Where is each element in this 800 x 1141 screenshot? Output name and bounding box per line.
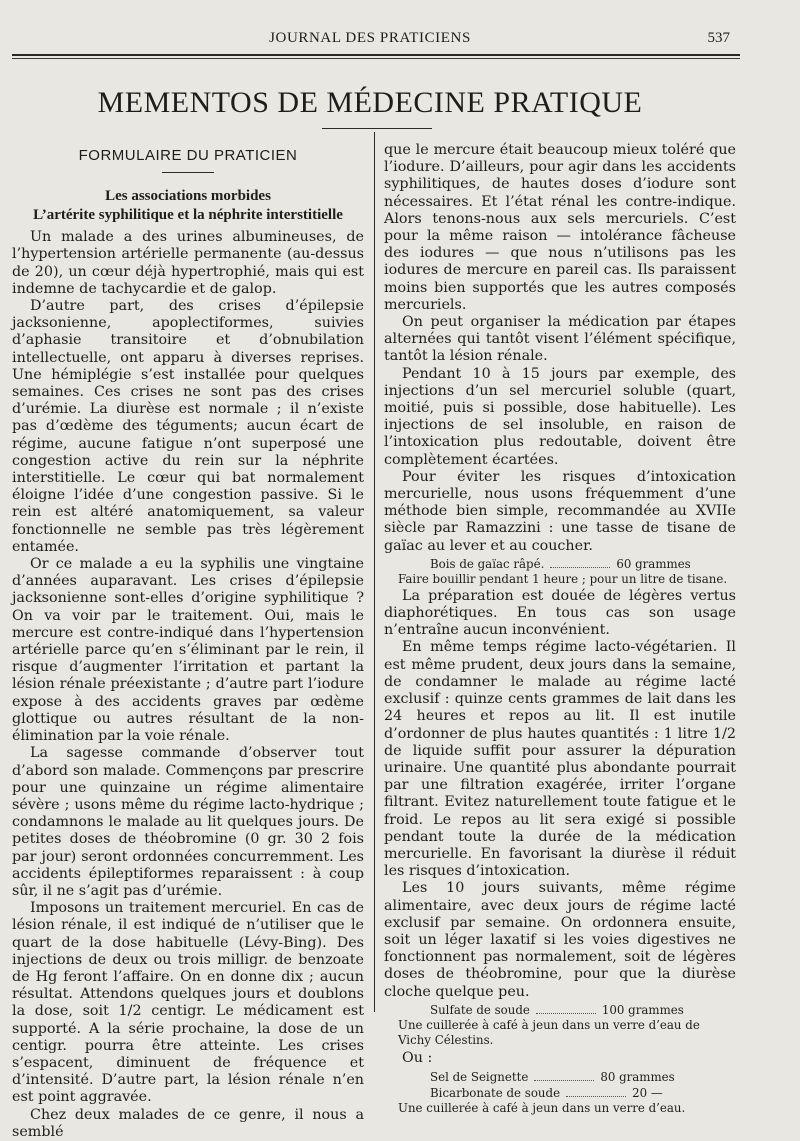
prescription-quantity: 80 grammes	[600, 1069, 675, 1084]
section-rule	[162, 172, 214, 173]
leader-dots	[550, 556, 610, 568]
prescription-line	[384, 1002, 736, 1018]
leader-dots	[534, 1069, 594, 1081]
header-rule	[12, 54, 740, 56]
column-divider	[374, 132, 375, 1012]
prescription-quantity: 20 —	[632, 1085, 663, 1100]
running-head	[0, 30, 800, 50]
paragraph: que le mercure était beaucoup mieux toléré que l’iodure. D’ailleurs, pour agir dans les accidents syphilitiques, de hautes doses d’iodure sont nécessaires. Et l’état rénal les contre-indique. Alors tenons-nous aux sels mercuriels. C’est pour la même raison — intolérance fâcheuse des iodures — que nous n’utilisons pas les iodures de mercure en pareil cas. Ils paraissent moins bien supportés que les autres composés mercuriels.	[384, 142, 736, 313]
paragraph: Pendant 10 à 15 jours par exemple, des injections d’un sel mercuriel soluble (quart, moitié, puis si possible, dose habituelle). Les injections de sel insoluble, en raison de l’intoxication plus redoutable, doivent être complètement écartées.	[384, 365, 736, 468]
paragraph: Un malade a des urines albumineuses, de l’hypertension artérielle permanente (au-dessus de 20), un cœur déjà hypertrophié, mais qui est indemne de tachycardie et de galop.	[12, 229, 364, 297]
right-column	[384, 142, 736, 1117]
journal-title: JOURNAL DES PRATICIENS	[269, 30, 471, 46]
prescription-gaiac	[384, 556, 736, 587]
prescription-item: Bicarbonate de soude	[430, 1085, 561, 1100]
alternative-label: Ou :	[402, 1049, 433, 1066]
paragraph: La préparation est douée de légères vertus diaphorétiques. En tous cas son usage n’entraîne aucun inconvénient.	[384, 587, 736, 639]
title-rule	[322, 128, 432, 129]
left-column	[12, 147, 364, 1141]
prescription-note: Une cuillerée à café à jeun dans un verre d’eau.	[398, 1100, 686, 1115]
subhead-associations: Les associations morbides	[105, 188, 271, 205]
leader-dots	[536, 1002, 596, 1014]
prescription-item: Sulfate de soude	[430, 1002, 530, 1017]
prescription-item: Sel de Seignette	[430, 1069, 529, 1084]
prescription-note: Faire bouillir pendant 1 heure ; pour un litre de tisane.	[398, 571, 728, 586]
paragraph: Pour éviter les risques d’intoxication mercurielle, nous usons fréquemment d’une méthode bien simple, recommandée au XVIIe siècle par Ramazzini : une tasse de tisane de gaïac au lever et au coucher.	[384, 468, 736, 554]
header-rule-thin	[12, 58, 740, 59]
paragraph: D’autre part, des crises d’épilepsie jacksonienne, apoplectiformes, suivies d’aphasie transitoire et d’obnubilation intellectuelle, ont apparu à diverses reprises. Une hémiplégie s’est installée pour quelques semaines. Ces crises ne sont pas des crises d’urémie. La diurèse est normale ; il n’existe pas d’œdème des téguments; aucun écart de régime, aucune fatigue n’ont superposé une congestion active du rein sur la néphrite interstitielle. Le cœur qui bat normalement éloigne l’idée d’une congestion passive. Si le rein est altéré anatomiquement, sa valeur fonctionnelle ne semble pas très légèrement entamée.	[12, 298, 364, 555]
prescription-line	[384, 1085, 736, 1101]
page-number: 537	[707, 30, 730, 46]
prescription-quantity: 60 grammes	[616, 556, 691, 571]
paragraph: On peut organiser la médication par étapes alternées qui tantôt visent l’élément spécifique, tantôt la lésion rénale.	[384, 314, 736, 365]
subhead-arterite: L’artérite syphilitique et la néphrite interstitielle	[33, 207, 343, 224]
prescription-line	[384, 1069, 736, 1085]
paragraph: Les 10 jours suivants, même régime alimentaire, avec deux jours de régime lacté exclusif par semaine. On ordonnera ensuite, soit un léger laxatif si les voies digestives ne fonctionnent pas normalement, soit de légères doses de théobromine, pour que la diurèse cloche quelque peu.	[384, 880, 736, 1000]
prescription-line	[384, 556, 736, 572]
paragraph: En même temps régime lacto-végétarien. Il est même prudent, deux jours dans la semaine, de condamner le malade au régime lacté exclusif : quinze cents grammes de lait dans les 24 heures et repos au lit. Il est inutile d’ordonner de plus hautes quantités : 1 litre 1/2 de liquide suffit pour assurer la dépuration urinaire. Une quantité plus abondante pourrait par une filtration exagérée, irriter l’organe filtrant. Evitez naturellement toute fatigue et le froid. Le repos au lit sera exigé si possible pendant toute la durée de la médication mercurielle. En favorisant la diurèse il réduit les risques d’intoxication.	[384, 639, 736, 880]
prescription-seignette	[384, 1069, 736, 1116]
paragraph: Imposons un traitement mercuriel. En cas de lésion rénale, il est indiqué de n’utiliser que le quart de la dose habituelle (Lévy-Bing). Des injections de deux ou trois milligr. de benzoate de Hg feront l’affaire. On en donne dix ; aucun résultat. Attendons quelques jours et doublons la dose, soit 1/2 centigr. Le médicament est supporté. A la série prochaine, la dose de un centigr. pourra être atteinte. Les crises s’espacent, diminuent de fréquence et d’intensité. D’autre part, la lésion rénale n’en est point aggravée.	[12, 900, 364, 1106]
main-title: MEMENTOS DE MÉDECINE PRATIQUE	[97, 86, 643, 119]
paragraph: Or ce malade a eu la syphilis une vingtaine d’années auparavant. Les crises d’épilepsie jacksonienne sont-elles d’origine syphilitique ? On va voir par le traitement. Oui, mais le mercure est contre-indiqué dans l’hypertension artérielle parce qu’en s’éliminant par le rein, il risque d’augmenter l’irritation et partant la lésion rénale préexistante ; d’autre part l’iodure expose à des accidents graves par œdème glottique ou autres résultant de la non-élimination par la voie rénale.	[12, 556, 364, 745]
leader-dots	[566, 1085, 626, 1097]
paragraph: La sagesse commande d’observer tout d’abord son malade. Commençons par prescrire pour une quinzaine un régime alimentaire sévère ; usons même du régime lacto-hydrique ; condamnons le malade au lit quelques jours. De petites doses de théobromine (0 gr. 30 2 fois par jour) seront ordonnées concurremment. Les accidents épileptiformes reparaissent : à coup sûr, il ne s’agit pas d’urémie.	[12, 745, 364, 899]
prescription-sulfate	[384, 1002, 736, 1048]
section-title: FORMULAIRE DU PRATICIEN	[78, 147, 298, 164]
prescription-item: Bois de gaïac râpé.	[430, 556, 545, 571]
prescription-note: Une cuillerée à café à jeun dans un verre d’eau de Vichy Célestins.	[398, 1017, 700, 1047]
prescription-quantity: 100 grammes	[601, 1002, 684, 1017]
paragraph: Chez deux malades de ce genre, il nous a semblé	[12, 1106, 364, 1140]
